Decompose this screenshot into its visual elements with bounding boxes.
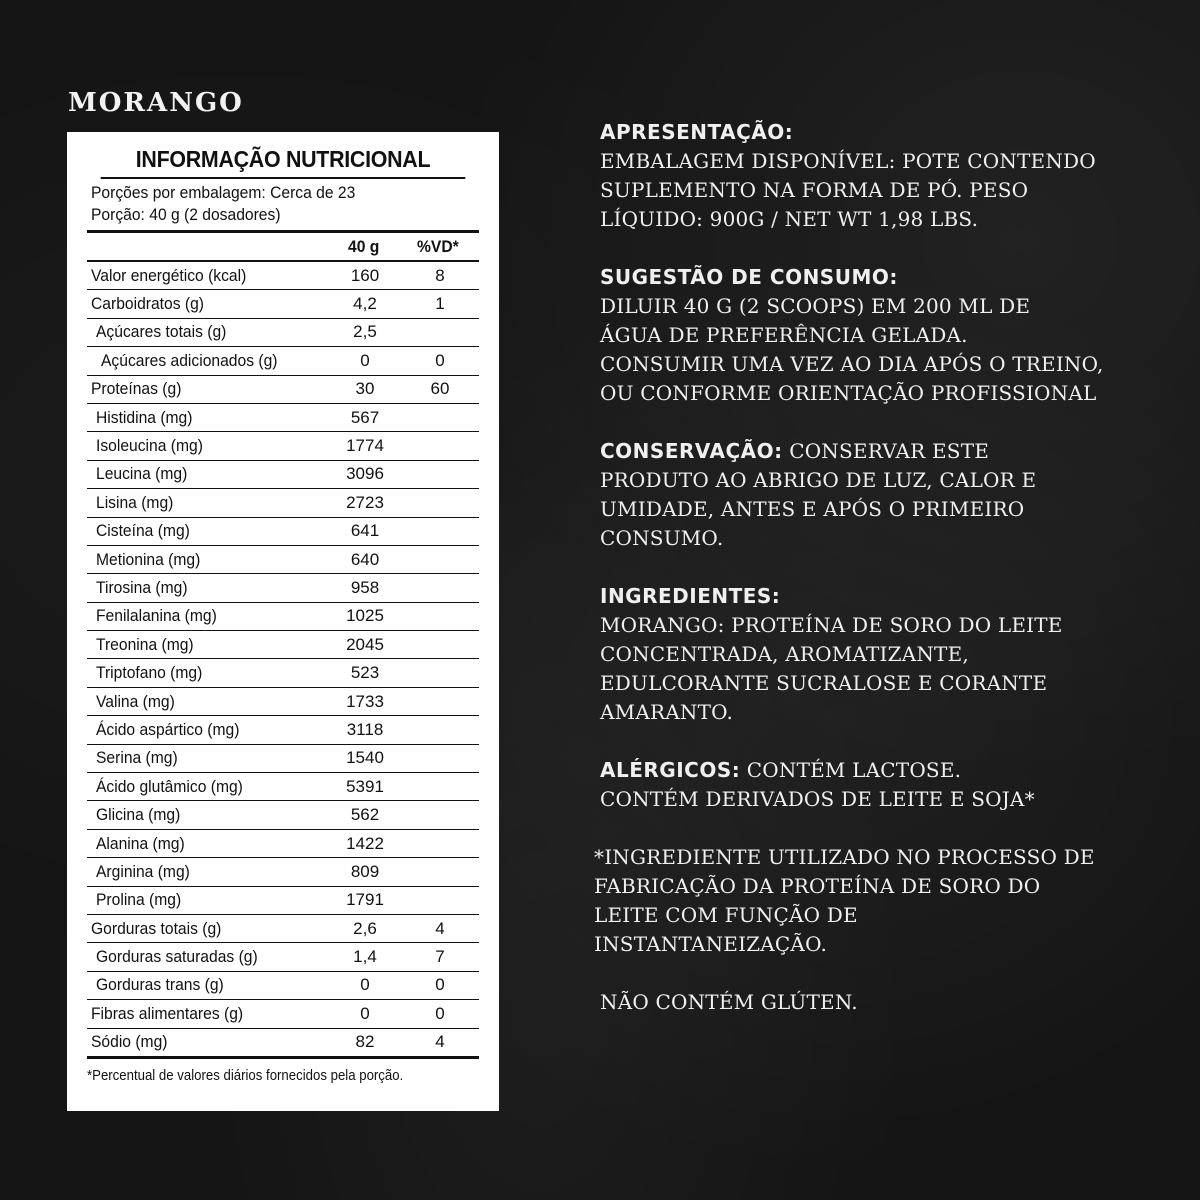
nutrition-row — [87, 886, 479, 914]
nutrient-amount: 1422 — [329, 829, 401, 857]
nutrient-amount: 562 — [329, 801, 401, 829]
nutrient-label: Serina (mg) — [87, 744, 329, 772]
section-ingredient-note: *INGREDIENTE UTILIZADO NO PROCESSO DE FABRICAÇÃO DA PROTEÍNA DE SORO DO LEITE COM FUNÇÃO DE INSTANTANEIZAÇÃO. — [594, 845, 1095, 956]
servings-per-package: Porções por embalagem: Cerca de 23 — [91, 183, 356, 202]
nutrient-label: Tirosina (mg) — [87, 574, 329, 602]
nutrient-dv: 4 — [401, 914, 479, 942]
nutrient-label: Alanina (mg) — [87, 829, 329, 857]
nutrition-row — [87, 347, 479, 375]
nutrient-amount: 0 — [329, 1000, 401, 1028]
nutrient-dv — [401, 545, 479, 573]
nutrient-dv — [401, 574, 479, 602]
nutrition-row — [87, 914, 479, 942]
nutrition-row — [87, 1028, 479, 1057]
nutrient-label: Glicina (mg) — [87, 801, 329, 829]
section-ingredientes — [600, 582, 1160, 727]
text-apresentacao: EMBALAGEM DISPONÍVEL: POTE CONTENDO SUPLEMENTO NA FORMA DE PÓ. PESO LÍQUIDO: 900G / NET WT 1,98 LBS. — [600, 149, 1096, 231]
nutrient-dv: 4 — [401, 1028, 479, 1057]
nutrient-label: Gorduras saturadas (g) — [87, 943, 329, 971]
nutrient-label: Valor energético (kcal) — [87, 261, 329, 290]
serving-info — [87, 179, 479, 233]
nutrition-row — [87, 375, 479, 403]
nutrition-row — [87, 290, 479, 318]
nutrient-amount: 0 — [329, 347, 401, 375]
nutrient-amount: 5391 — [329, 773, 401, 801]
nutrition-rows — [87, 261, 479, 1057]
heading-apresentacao: APRESENTAÇÃO: — [600, 120, 794, 144]
nutrient-label: Açúcares totais (g) — [87, 318, 329, 346]
nutrient-amount: 3096 — [329, 460, 401, 488]
text-alergicos: CONTÉM LACTOSE. CONTÉM DERIVADOS DE LEITE E SOJA* — [600, 758, 1035, 811]
nutrition-row — [87, 631, 479, 659]
nutrition-row — [87, 261, 479, 290]
nutrient-dv — [401, 801, 479, 829]
nutrition-facts-panel — [67, 132, 499, 1111]
nutrient-dv — [401, 659, 479, 687]
nutrient-label: Arginina (mg) — [87, 858, 329, 886]
header-dv: %VD* — [401, 233, 479, 261]
nutrient-label: Gorduras totais (g) — [87, 914, 329, 942]
nutrient-dv — [401, 403, 479, 431]
product-info — [594, 118, 1160, 1046]
nutrition-row — [87, 574, 479, 602]
nutrient-amount: 641 — [329, 517, 401, 545]
nutrient-amount: 0 — [329, 971, 401, 999]
nutrient-amount: 1733 — [329, 687, 401, 715]
nutrient-dv — [401, 602, 479, 630]
heading-conservacao: CONSERVAÇÃO: — [600, 439, 783, 463]
nutrient-label: Sódio (mg) — [87, 1028, 329, 1057]
nutrient-label: Cisteína (mg) — [87, 517, 329, 545]
nutrition-title: INFORMAÇÃO NUTRICIONAL — [101, 146, 466, 179]
nutrient-amount: 2723 — [329, 489, 401, 517]
nutrient-label: Valina (mg) — [87, 687, 329, 715]
nutrient-dv: 0 — [401, 347, 479, 375]
nutrient-label: Isoleucina (mg) — [87, 432, 329, 460]
nutrient-dv — [401, 858, 479, 886]
nutrition-row — [87, 460, 479, 488]
nutrition-row — [87, 943, 479, 971]
nutrient-dv: 60 — [401, 375, 479, 403]
nutrient-amount: 30 — [329, 375, 401, 403]
nutrient-dv — [401, 631, 479, 659]
nutrient-dv: 0 — [401, 1000, 479, 1028]
nutrient-dv — [401, 886, 479, 914]
nutrient-label: Triptofano (mg) — [87, 659, 329, 687]
nutrition-row — [87, 716, 479, 744]
section-alergicos — [600, 756, 1160, 814]
nutrient-dv — [401, 744, 479, 772]
nutrient-amount: 82 — [329, 1028, 401, 1057]
nutrition-row — [87, 971, 479, 999]
nutrition-header-row — [87, 233, 479, 261]
nutrient-dv: 8 — [401, 261, 479, 290]
nutrition-row — [87, 829, 479, 857]
nutrient-label: Histidina (mg) — [87, 403, 329, 431]
nutrient-label: Ácido aspártico (mg) — [87, 716, 329, 744]
nutrient-dv — [401, 318, 479, 346]
section-sugestao — [600, 263, 1160, 408]
nutrition-row — [87, 858, 479, 886]
text-ingredientes: MORANGO: PROTEÍNA DE SORO DO LEITE CONCENTRADA, AROMATIZANTE, EDULCORANTE SUCRALOSE E CORANTE AMARANTO. — [600, 613, 1063, 724]
nutrient-label: Lisina (mg) — [87, 489, 329, 517]
nutrient-label: Proteínas (g) — [87, 375, 329, 403]
nutrient-amount: 640 — [329, 545, 401, 573]
serving-size: Porção: 40 g (2 dosadores) — [91, 205, 281, 224]
nutrient-label: Açúcares adicionados (g) — [87, 347, 329, 375]
nutrient-amount: 523 — [329, 659, 401, 687]
nutrient-amount: 2,5 — [329, 318, 401, 346]
nutrient-dv — [401, 716, 479, 744]
nutrition-footnote: *Percentual de valores diários fornecidos pela porção. — [87, 1066, 404, 1084]
nutrient-dv — [401, 773, 479, 801]
nutrient-dv — [401, 829, 479, 857]
nutrient-label: Gorduras trans (g) — [87, 971, 329, 999]
nutrition-row — [87, 1000, 479, 1028]
heading-sugestao: SUGESTÃO DE CONSUMO: — [600, 265, 898, 289]
text-conservacao: CONSERVAR ESTE PRODUTO AO ABRIGO DE LUZ, CALOR E UMIDADE, ANTES E APÓS O PRIMEIRO CONSUMO. — [600, 439, 1037, 550]
nutrient-label: Ácido glutâmico (mg) — [87, 773, 329, 801]
nutrient-dv — [401, 489, 479, 517]
header-label-col — [87, 233, 329, 261]
nutrition-row — [87, 602, 479, 630]
heading-alergicos: ALÉRGICOS: — [600, 758, 741, 782]
nutrient-label: Metionina (mg) — [87, 545, 329, 573]
nutrient-amount: 1025 — [329, 602, 401, 630]
nutrition-row — [87, 403, 479, 431]
nutrient-label: Fenilalanina (mg) — [87, 602, 329, 630]
nutrient-amount: 1774 — [329, 432, 401, 460]
nutrient-amount: 809 — [329, 858, 401, 886]
nutrient-amount: 958 — [329, 574, 401, 602]
nutrition-row — [87, 659, 479, 687]
nutrition-row — [87, 432, 479, 460]
nutrition-row — [87, 773, 479, 801]
nutrient-amount: 1,4 — [329, 943, 401, 971]
nutrient-amount: 4,2 — [329, 290, 401, 318]
nutrient-dv: 0 — [401, 971, 479, 999]
nutrition-table — [87, 233, 479, 1059]
nutrient-dv — [401, 460, 479, 488]
nutrient-amount: 1791 — [329, 886, 401, 914]
gluten-statement: NÃO CONTÉM GLÚTEN. — [600, 990, 858, 1014]
nutrient-amount: 1540 — [329, 744, 401, 772]
nutrient-dv — [401, 432, 479, 460]
heading-ingredientes: INGREDIENTES: — [600, 584, 781, 608]
section-conservacao — [600, 437, 1160, 553]
nutrient-amount: 160 — [329, 261, 401, 290]
nutrient-label: Carboidratos (g) — [87, 290, 329, 318]
nutrient-label: Leucina (mg) — [87, 460, 329, 488]
nutrition-row — [87, 801, 479, 829]
nutrient-dv: 1 — [401, 290, 479, 318]
nutrient-amount: 567 — [329, 403, 401, 431]
nutrition-row — [87, 517, 479, 545]
nutrient-amount: 2045 — [329, 631, 401, 659]
nutrient-dv — [401, 687, 479, 715]
nutrition-row — [87, 489, 479, 517]
flavor-title: MORANGO — [68, 88, 244, 118]
nutrient-amount: 2,6 — [329, 914, 401, 942]
nutrient-label: Fibras alimentares (g) — [87, 1000, 329, 1028]
section-apresentacao — [600, 118, 1160, 234]
header-amount: 40 g — [329, 233, 401, 261]
nutrient-amount: 3118 — [329, 716, 401, 744]
nutrition-row — [87, 318, 479, 346]
nutrient-label: Treonina (mg) — [87, 631, 329, 659]
nutrient-dv: 7 — [401, 943, 479, 971]
text-sugestao: DILUIR 40 G (2 SCOOPS) EM 200 ML DE ÁGUA DE PREFERÊNCIA GELADA. CONSUMIR UMA VEZ AO DIA APÓS O TREINO, OU CONFORME ORIENTAÇÃO PROFISSIONAL — [600, 294, 1104, 405]
nutrition-row — [87, 545, 479, 573]
nutrient-label: Prolina (mg) — [87, 886, 329, 914]
nutrient-dv — [401, 517, 479, 545]
nutrition-row — [87, 744, 479, 772]
nutrition-row — [87, 687, 479, 715]
